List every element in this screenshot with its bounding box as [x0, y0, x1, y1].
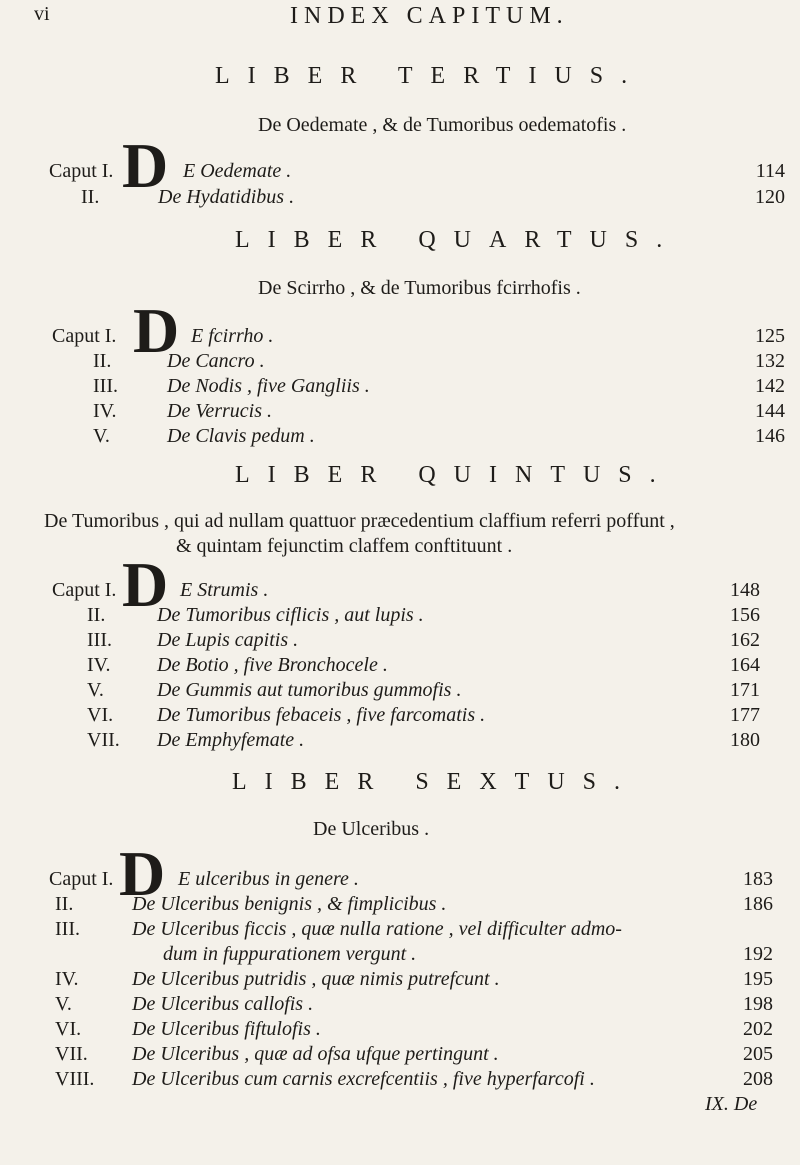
chapter-row [0, 350, 800, 376]
book-description: De Ulceribus . [313, 818, 430, 840]
chapter-page: 146 [755, 425, 785, 447]
chapter-title: De Tumoribus ciflicis , aut lupis . [157, 604, 424, 626]
book-description-line: & quintam fejunctim claffem conftituunt . [176, 535, 513, 557]
chapter-title: De Ulceribus benignis , & fimplicibus . [132, 893, 447, 915]
chapter-row [0, 704, 800, 730]
chapter-row [0, 1043, 800, 1069]
chapter-row [0, 1068, 800, 1094]
chapter-number: Caput I. [49, 160, 114, 182]
chapter-title: De Emphyfemate . [157, 729, 305, 751]
chapter-number: VI. [87, 704, 114, 726]
drop-cap: D [133, 295, 180, 366]
drop-cap: D [122, 130, 169, 201]
chapter-number: VII. [87, 729, 120, 751]
chapter-page: 192 [743, 943, 773, 965]
book-heading: LIBER QUARTUS. [235, 227, 681, 253]
chapter-row [0, 893, 800, 919]
chapter-number: VII. [55, 1043, 88, 1065]
drop-cap: D [122, 549, 169, 620]
chapter-title: De Verrucis . [167, 400, 272, 422]
chapter-row [0, 375, 800, 401]
chapter-row [0, 993, 800, 1019]
chapter-number: V. [93, 425, 110, 447]
chapter-title: De Ulceribus ficcis , quæ nulla ratione , vel difficulter admo- [132, 918, 622, 940]
chapter-number: V. [55, 993, 72, 1015]
chapter-number: IV. [93, 400, 117, 422]
chapter-row [0, 425, 800, 451]
book-heading: LIBER QUINTUS. [235, 462, 674, 488]
chapter-page: 183 [743, 868, 773, 890]
chapter-page: 186 [743, 893, 773, 915]
chapter-page: 132 [755, 350, 785, 372]
chapter-row [0, 654, 800, 680]
book-description: De Oedemate , & de Tumoribus oedematofis . [258, 114, 627, 136]
chapter-page: 195 [743, 968, 773, 990]
chapter-title: E ulceribus in genere . [178, 868, 359, 890]
chapter-number: VI. [55, 1018, 82, 1040]
chapter-number: Caput I. [49, 868, 114, 890]
chapter-row [0, 968, 800, 994]
chapter-page: 144 [755, 400, 785, 422]
chapter-title: De Ulceribus fiftulofis . [132, 1018, 321, 1040]
chapter-title: De Hydatidibus . [158, 186, 295, 208]
chapter-page: 164 [730, 654, 760, 676]
chapter-title: De Gummis aut tumoribus gummofis . [157, 679, 462, 701]
chapter-page: 162 [730, 629, 760, 651]
chapter-title: E Strumis . [180, 579, 269, 601]
chapter-number: II. [87, 604, 106, 626]
chapter-title: De Lupis capitis . [157, 629, 299, 651]
chapter-row-continuation [0, 943, 800, 969]
chapter-row [0, 679, 800, 705]
page-number: vi [34, 3, 50, 25]
chapter-page: 202 [743, 1018, 773, 1040]
chapter-number: IV. [87, 654, 111, 676]
chapter-page: 148 [730, 579, 760, 601]
book-description-line: De Tumoribus , qui ad nullam quattuor præcedentium claffium referri poffunt , [44, 510, 675, 532]
chapter-page: 114 [755, 160, 785, 182]
chapter-row [0, 186, 800, 212]
book-heading: LIBER TERTIUS. [215, 63, 646, 89]
chapter-title: De Clavis pedum . [167, 425, 315, 447]
chapter-row [0, 400, 800, 426]
chapter-number: Caput I. [52, 325, 117, 347]
chapter-page: 120 [755, 186, 785, 208]
chapter-page: 171 [730, 679, 760, 701]
chapter-number: II. [93, 350, 112, 372]
chapter-title: E Oedemate . [183, 160, 292, 182]
chapter-number: IV. [55, 968, 79, 990]
chapter-row [0, 604, 800, 630]
chapter-title: De Cancro . [167, 350, 265, 372]
chapter-row [0, 918, 800, 944]
chapter-page: 208 [743, 1068, 773, 1090]
chapter-page: 125 [755, 325, 785, 347]
chapter-page: 180 [730, 729, 760, 751]
chapter-row [0, 1018, 800, 1044]
chapter-page: 205 [743, 1043, 773, 1065]
chapter-row [0, 729, 800, 755]
chapter-number: II. [55, 893, 74, 915]
chapter-number: V. [87, 679, 104, 701]
chapter-page: 142 [755, 375, 785, 397]
book-description: De Scirrho , & de Tumoribus fcirrhofis . [258, 277, 581, 299]
chapter-number: III. [93, 375, 118, 397]
book-heading: LIBER SEXTUS. [232, 769, 639, 795]
chapter-row [0, 629, 800, 655]
chapter-title: dum in fuppurationem vergunt . [163, 943, 417, 965]
chapter-title: De Tumoribus febaceis , five farcomatis . [157, 704, 486, 726]
chapter-title: De Ulceribus cum carnis excrefcentiis , five hyperfarcofi . [132, 1068, 595, 1090]
chapter-title: De Botio , five Bronchocele . [157, 654, 388, 676]
running-title: INDEX CAPITUM. [290, 3, 569, 29]
chapter-number: III. [55, 918, 80, 940]
chapter-title: E fcirrho . [191, 325, 274, 347]
chapter-title: De Ulceribus putridis , quæ nimis putrefcunt . [132, 968, 500, 990]
catchword: IX. De [705, 1093, 758, 1115]
drop-cap: D [119, 838, 166, 909]
chapter-title: De Nodis , five Gangliis . [167, 375, 370, 397]
chapter-number: II. [81, 186, 100, 208]
chapter-number: III. [87, 629, 112, 651]
chapter-page: 156 [730, 604, 760, 626]
chapter-title: De Ulceribus callofis . [132, 993, 314, 1015]
chapter-page: 177 [730, 704, 760, 726]
chapter-title: De Ulceribus , quæ ad ofsa ufque pertingunt . [132, 1043, 499, 1065]
chapter-number: VIII. [55, 1068, 95, 1090]
chapter-page: 198 [743, 993, 773, 1015]
chapter-number: Caput I. [52, 579, 117, 601]
